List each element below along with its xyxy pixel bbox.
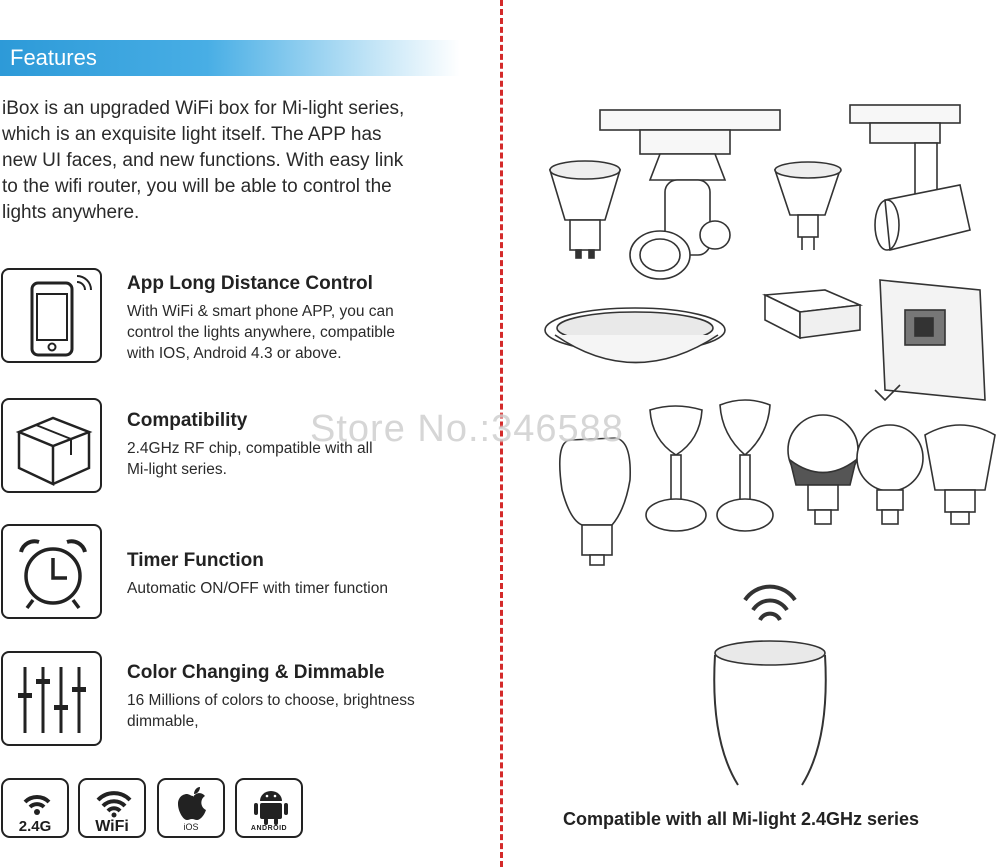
feature-desc-line: dimmable, <box>127 713 199 730</box>
feature-title: Timer Function <box>127 550 264 571</box>
badge-2.4g <box>1 778 69 838</box>
box-icon <box>1 398 102 493</box>
downlight-illustration <box>545 308 725 363</box>
br-bulb-illustration <box>925 425 995 524</box>
gu10-bulb-illustration <box>550 161 620 258</box>
ibox-device-illustration <box>714 587 826 785</box>
compatibility-caption: Compatible with all Mi-light 2.4GHz series <box>563 809 920 829</box>
badge-label: WiFi <box>95 818 129 835</box>
feature-description <box>127 578 467 599</box>
wineglass-light-illustration <box>646 406 706 531</box>
badge-wifi <box>78 778 146 838</box>
feature-desc-line: with IOS, Android 4.3 or above. <box>127 345 342 362</box>
a19-bulb-illustration <box>560 438 630 565</box>
flood-light-illustration <box>875 280 985 400</box>
feature-title: Color Changing & Dimmable <box>127 662 385 683</box>
track-light-illustration <box>850 105 970 250</box>
feature-description <box>127 690 467 732</box>
feature-desc-line: control the lights anywhere, compatible <box>127 324 395 341</box>
intro-line: which is an exquisite light itself. The APP has <box>2 124 382 145</box>
globe-bulb-illustration <box>788 415 858 524</box>
intro-line: new UI faces, and new functions. With easy link <box>2 150 404 171</box>
alarm-clock-icon <box>1 524 102 619</box>
mr16-bulb-illustration <box>775 162 841 250</box>
features-title: Features <box>10 45 97 70</box>
slider-icon <box>1 651 102 746</box>
badge-label: iOS <box>183 822 199 832</box>
feature-desc-line: 2.4GHz RF chip, compatible with all <box>127 440 373 457</box>
feature-desc-line: With WiFi & smart phone APP, you can <box>127 303 394 320</box>
badge-android <box>235 778 303 838</box>
intro-line: to the wifi router, you will be able to control the <box>2 176 392 197</box>
feature-desc-line: Automatic ON/OFF with timer function <box>127 580 388 597</box>
features-banner <box>0 40 460 76</box>
feature-description <box>127 301 467 364</box>
feature-desc-line: 16 Millions of colors to choose, brightness <box>127 692 415 709</box>
globe-bulb-illustration <box>857 425 923 524</box>
controller-illustration <box>765 290 860 338</box>
intro-paragraph <box>2 96 467 226</box>
badge-ios <box>157 778 225 838</box>
track-light-illustration <box>600 110 780 279</box>
smartphone-icon <box>1 268 102 363</box>
store-watermark: Store No.:346588 <box>310 408 624 450</box>
wineglass-light-illustration <box>717 400 773 531</box>
feature-desc-line: Mi-light series. <box>127 461 227 478</box>
badge-label: 2.4G <box>18 818 52 835</box>
feature-title: Compatibility <box>127 410 248 431</box>
badge-label: ANDROID <box>250 825 288 832</box>
intro-line: lights anywhere. <box>2 202 140 223</box>
feature-title: App Long Distance Control <box>127 273 373 294</box>
intro-line: iBox is an upgraded WiFi box for Mi-light series, <box>2 98 405 119</box>
